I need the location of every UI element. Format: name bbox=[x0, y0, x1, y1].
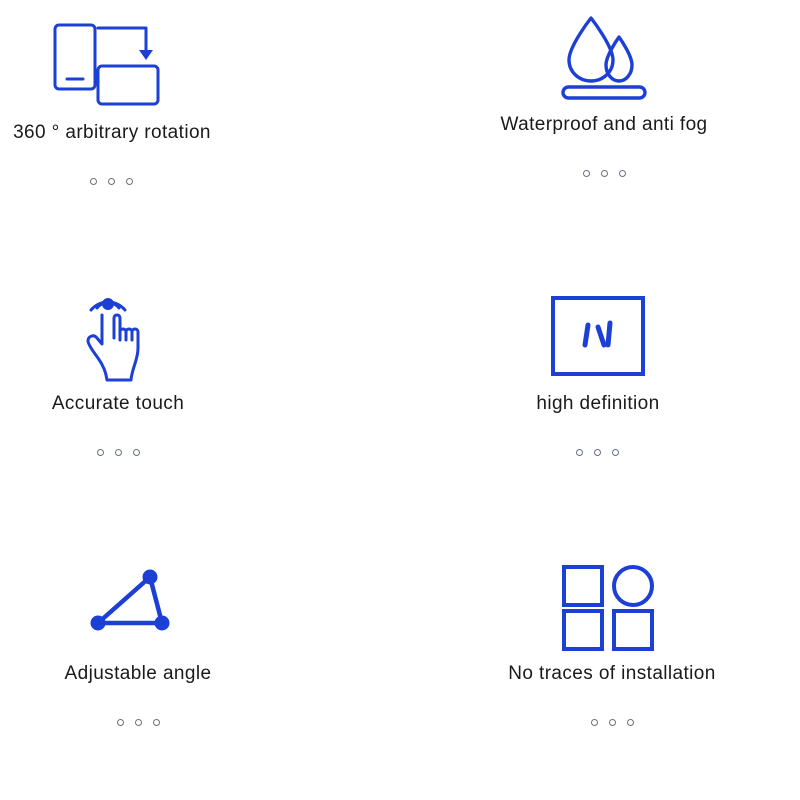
dot bbox=[90, 178, 97, 185]
feature-label: No traces of installation bbox=[508, 663, 716, 685]
feature-label: Adjustable angle bbox=[64, 663, 212, 685]
dot-indicator bbox=[117, 719, 160, 726]
feature-label: Accurate touch bbox=[51, 392, 185, 414]
dot-indicator bbox=[97, 449, 140, 456]
feature-item-installation bbox=[400, 533, 800, 800]
adjustable-angle-icon bbox=[88, 553, 188, 663]
feature-item-waterproof bbox=[400, 0, 800, 267]
dot bbox=[133, 449, 140, 456]
dot-indicator bbox=[90, 178, 133, 185]
dot bbox=[576, 449, 583, 456]
rotation-screen-icon bbox=[52, 12, 172, 122]
dot bbox=[153, 719, 160, 726]
dot bbox=[583, 170, 590, 177]
dot bbox=[594, 449, 601, 456]
dot bbox=[115, 449, 122, 456]
dot bbox=[601, 170, 608, 177]
dot bbox=[619, 170, 626, 177]
feature-item-angle bbox=[0, 533, 400, 800]
hd-screen-icon bbox=[548, 283, 648, 393]
dot bbox=[609, 719, 616, 726]
hand-touch-icon bbox=[68, 283, 168, 393]
feature-item-definition bbox=[400, 267, 800, 534]
feature-label: high definition bbox=[536, 392, 660, 414]
feature-item-touch bbox=[0, 267, 400, 534]
dot bbox=[126, 178, 133, 185]
dot bbox=[108, 178, 115, 185]
dot-indicator bbox=[583, 170, 626, 177]
dot bbox=[97, 449, 104, 456]
feature-item-rotation bbox=[0, 0, 400, 267]
four-tiles-icon bbox=[560, 553, 664, 663]
dot bbox=[627, 719, 634, 726]
dot bbox=[135, 719, 142, 726]
dot-indicator bbox=[591, 719, 634, 726]
feature-label: 360 ° arbitrary rotation bbox=[13, 122, 211, 143]
dot bbox=[591, 719, 598, 726]
dot bbox=[612, 449, 619, 456]
feature-label: Waterproof and anti fog bbox=[500, 114, 708, 135]
dot bbox=[117, 719, 124, 726]
dot-indicator bbox=[576, 449, 619, 456]
water-drop-icon bbox=[549, 4, 659, 114]
